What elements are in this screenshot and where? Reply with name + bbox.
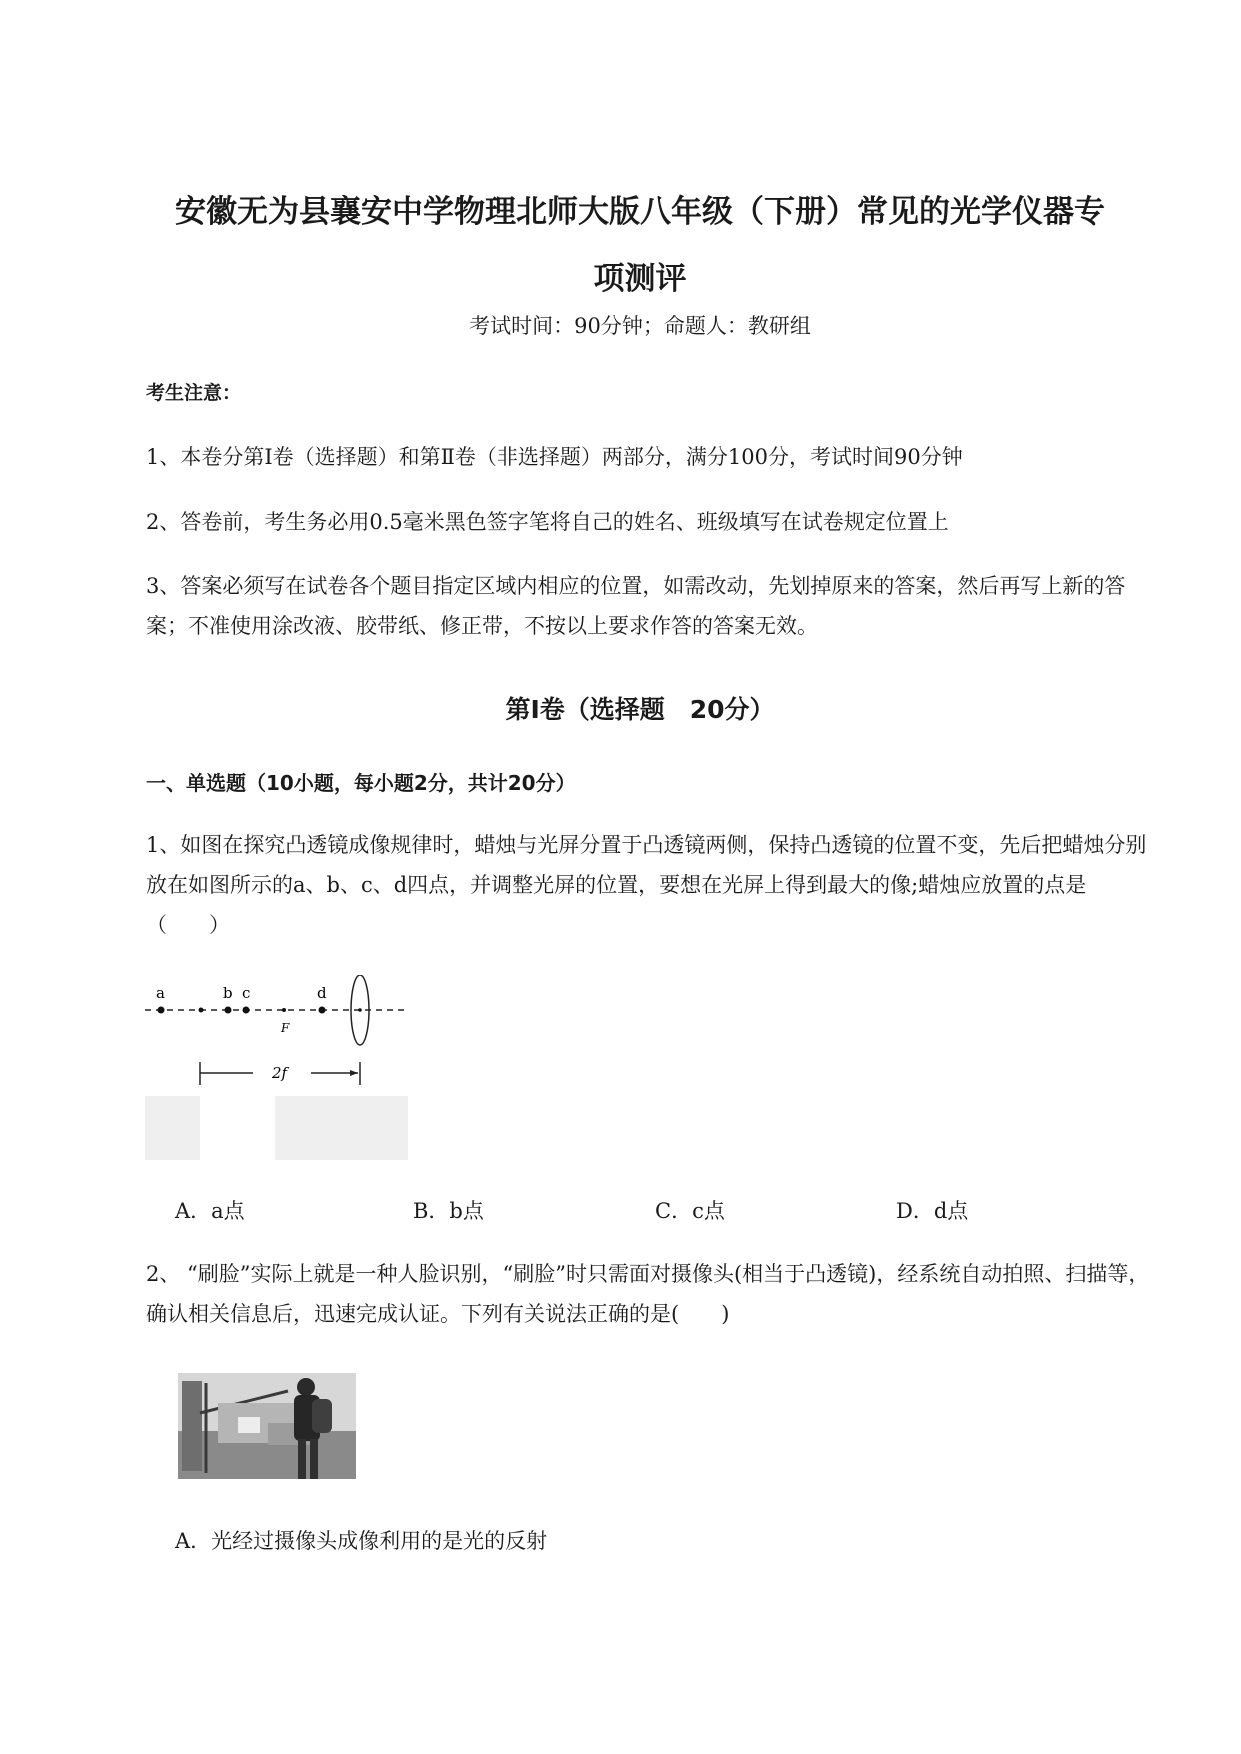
photo-left-frame bbox=[182, 1381, 202, 1471]
point-c-dot bbox=[243, 1007, 250, 1014]
question-2-option-a[interactable]: A．光经过摄像头成像利用的是光的反射 bbox=[175, 1529, 548, 1553]
notice-item-3: 3、答案必须写在试卷各个题目指定区域内相应的位置，如需改动，先划掉原来的答案，然后再写上新的答案；不准使用涂改液、胶带纸、修正带，不按以上要求作答的答案无效。 bbox=[146, 574, 1126, 638]
figure-shaded-area bbox=[145, 1096, 408, 1160]
point-a-dot bbox=[158, 1007, 165, 1014]
part-heading: 一、单选题（10小题，每小题2分，共计20分） bbox=[146, 771, 576, 795]
notice-item-2: 2、答卷前，考生务必用0.5毫米黑色签字笔将自己的姓名、班级填写在试卷规定位置上 bbox=[146, 510, 949, 534]
question-1-option-a[interactable]: A．a点 bbox=[175, 1199, 245, 1223]
point-F-dot bbox=[282, 1008, 286, 1012]
photo-person-leg-left bbox=[298, 1439, 306, 1479]
photo-screen bbox=[238, 1417, 260, 1433]
exam-title-line2: 项测评 bbox=[593, 261, 687, 297]
notice-heading: 考生注意： bbox=[146, 382, 242, 404]
question-1-text: 1、如图在探究凸透镜成像规律时，蜡烛与光屏分置于凸透镜两侧，保持凸透镜的位置不变，先后把蜡烛分别放在如图所示的a、b、c、d四点，并调整光屏的位置，要想在光屏上得到最大的像;蜡烛应放置的点是（ ） bbox=[146, 833, 1147, 937]
figure-blank-area bbox=[200, 1096, 275, 1160]
label-d: d bbox=[317, 984, 327, 1002]
label-F: F bbox=[281, 1021, 290, 1035]
point-2f-dot bbox=[199, 1008, 204, 1013]
question-1-option-b[interactable]: B．b点 bbox=[413, 1199, 484, 1223]
exam-subtitle: 考试时间：90分钟；命题人：教研组 bbox=[469, 314, 811, 338]
face-scan-photo bbox=[178, 1373, 356, 1479]
photo-backpack bbox=[312, 1399, 332, 1433]
question-1-option-d[interactable]: D．d点 bbox=[896, 1199, 969, 1223]
question-2-text: 2、 “刷脸”实际上就是一种人脸识别，“刷脸”时只需面对摄像头(相当于凸透镜)，经系统自动拍照、扫描等，确认相关信息后，迅速完成认证。下列有关说法正确的是( ) bbox=[146, 1262, 1150, 1326]
label-a: a bbox=[156, 984, 165, 1002]
label-c: c bbox=[242, 984, 251, 1002]
photo-person-leg-right bbox=[310, 1439, 318, 1479]
point-b-dot bbox=[225, 1007, 232, 1014]
point-d-dot bbox=[319, 1007, 326, 1014]
lens-center-dot bbox=[358, 1008, 362, 1012]
question-1-option-c[interactable]: C．c点 bbox=[655, 1199, 725, 1223]
section-title: 第Ⅰ卷（选择题 20分） bbox=[505, 695, 775, 724]
label-2f: 2f bbox=[272, 1064, 288, 1082]
lens-diagram-figure bbox=[145, 975, 408, 1160]
photo-person-head bbox=[297, 1378, 315, 1396]
dimension-arrowhead bbox=[350, 1070, 358, 1076]
label-b: b bbox=[223, 984, 233, 1002]
exam-title-line1: 安徽无为县襄安中学物理北师大版八年级（下册）常见的光学仪器专 bbox=[175, 194, 1105, 230]
notice-item-1: 1、本卷分第Ⅰ卷（选择题）和第Ⅱ卷（非选择题）两部分，满分100分，考试时间90分钟 bbox=[146, 445, 963, 469]
